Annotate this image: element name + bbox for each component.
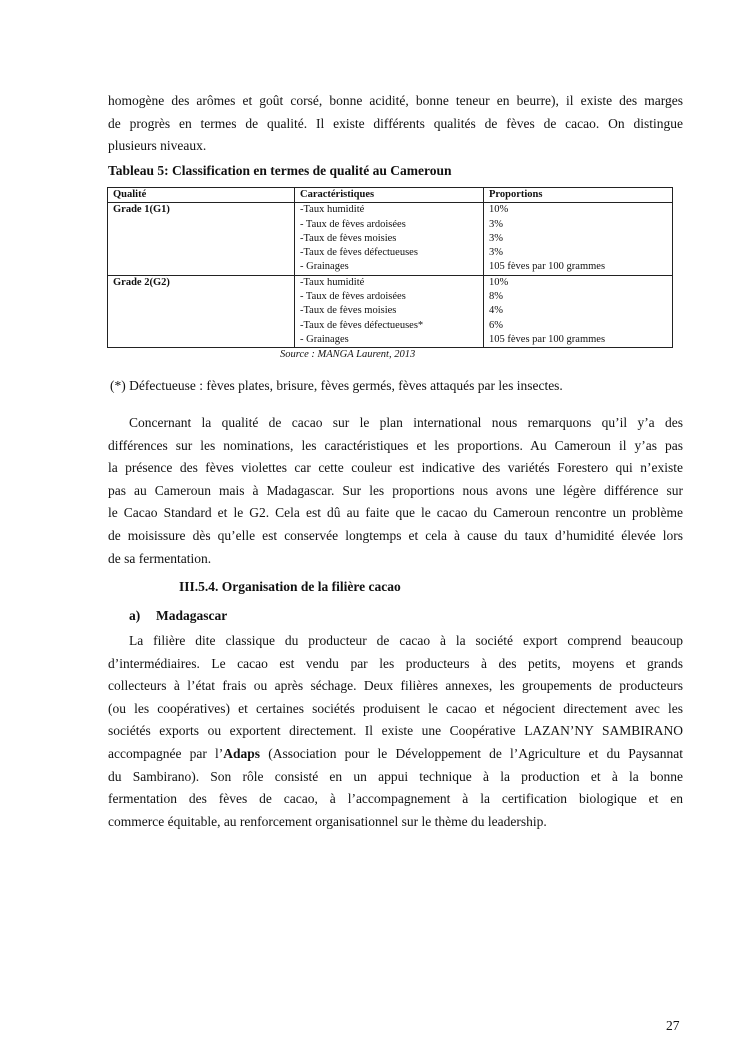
grade-cell: Grade 1(G1) xyxy=(108,203,295,275)
characteristics-cell: -Taux humidité - Taux de fèves ardoisées -Taux de fèves moisies -Taux de fèves défectueuses - Grainages xyxy=(295,203,484,275)
header-proportions: Proportions xyxy=(484,188,673,203)
page-number: 27 xyxy=(666,1018,680,1033)
quality-table xyxy=(107,187,673,348)
intro-paragraph: homogène des arômes et goût corsé, bonne acidité, bonne teneur en beurre), il existe des marges de progrès en termes de qualité. Il existe différents qualités de fèves de cacao. On distingue plusieurs niveaux. xyxy=(108,93,683,154)
paragraph-madagascar: La filière dite classique du producteur de cacao à la société export comprend beaucoup d’intermédiaires. Le cacao est vendu par les producteurs à des petits, moyens et grands collecteurs à l’état frais ou après séchage. Deux filières annexes, les groupements de producteurs (ou les coopératives) et certaines sociétés produisent le cacao et négocient directement avec les sociétés exports ou exportent directement. Il existe une Coopérative LAZAN’NY SAMBIRANO accompagnée par l’Adaps (Association pour le Développement de l’Agriculture et du Paysannat du Sambirano). Son rôle consisté en un appui technique à la production et à la bonne fermentation des fèves de cacao, à l’accompagnement à la certification biologique et en commerce équitable, au renforcement organisationnel sur le thème du leadership. xyxy=(108,633,683,829)
header-quality: Qualité xyxy=(108,188,295,203)
table-caption: Tableau 5: Classification en termes de qualité au Cameroun xyxy=(108,163,452,178)
subsection-number: a) xyxy=(129,608,141,623)
characteristics-cell: -Taux humidité - Taux de fèves ardoisées -Taux de fèves moisies -Taux de fèves défectueuses* - Grainages xyxy=(295,275,484,347)
proportions-cell: 10% 8% 4% 6% 105 fèves par 100 grammes xyxy=(484,275,673,347)
table-row xyxy=(108,203,673,275)
footnote-defectueuse: (*) Défectueuse : fèves plates, brisure, fèves germés, fèves attaqués par les insectes. xyxy=(110,378,563,393)
line-with-adaps: accompagnée par l’Adaps (Association pour le Développement de l’Agriculture et du Paysannat xyxy=(108,745,683,761)
header-characteristics: Caractéristiques xyxy=(295,188,484,203)
grade-cell: Grade 2(G2) xyxy=(108,275,295,347)
subsection-heading xyxy=(129,608,227,624)
table-header-row xyxy=(108,188,673,203)
table-source: Source : MANGA Laurent, 2013 xyxy=(280,349,416,360)
section-heading: III.5.4. Organisation de la filière cacao xyxy=(179,579,401,594)
paragraph-international: Concernant la qualité de cacao sur le plan international nous remarquons qu’il y’a des différences sur les nominations, les caractéristiques et les proportions. Au Cameroun il y’as pas la présence des fèves violettes car cette couleur est indicative des variétés Forestero qui n’existe pas au Cameroun mais à Madagascar. Sur les proportions nous avons une légère différence sur le Cacao Standard et le G2. Cela est dû au faite que le cacao du Cameroun rencontre un problème de moisissure dès qu’elle est conservée longtemps et cela à cause du taux d’humidité élevée lors de sa fermentation. xyxy=(108,415,683,566)
subsection-title: Madagascar xyxy=(156,608,228,623)
adaps-bold: Adaps xyxy=(223,745,261,761)
table-row xyxy=(108,275,673,347)
proportions-cell: 10% 3% 3% 3% 105 fèves par 100 grammes xyxy=(484,203,673,275)
